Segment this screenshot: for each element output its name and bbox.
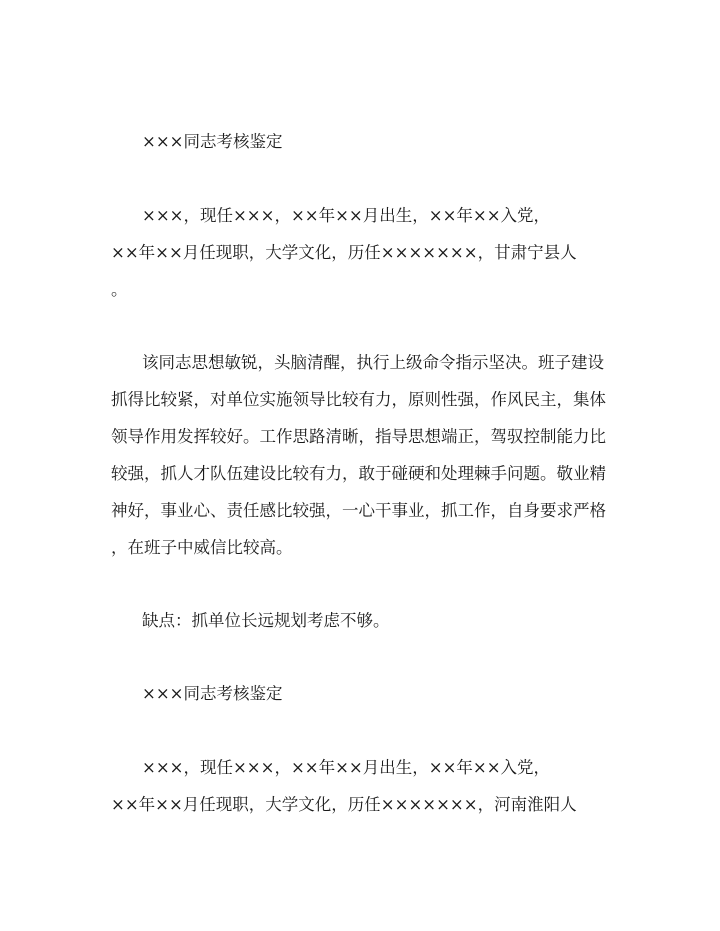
paragraph-line: ×××，现任×××，××年××月出生，××年××入党， <box>142 206 551 225</box>
paragraph-line: 神好，事业心、责任感比较强，一心干事业，抓工作，自身要求严格 <box>111 501 606 520</box>
paragraph-line: 领导作用发挥较好。工作思路清晰，指导思想端正，驾驭控制能力比 <box>111 427 606 446</box>
paragraph-line: ×××，现任×××，××年××月出生，××年××入党， <box>142 758 551 777</box>
paragraph-line: 抓得比较紧，对单位实施领导比较有力，原则性强，作风民主，集体 <box>111 390 606 409</box>
paragraph-line: 缺点：抓单位长远规划考虑不够。 <box>142 611 390 630</box>
paragraph-line: 该同志思想敏锐，头脑清醒，执行上级命令指示坚决。班子建设 <box>142 353 604 372</box>
section-title: ×××同志考核鉴定 <box>142 684 283 703</box>
paragraph-line: 。 <box>111 280 128 299</box>
paragraph-line: 较强，抓人才队伍建设比较有力，敢于碰硬和处理棘手问题。敬业精 <box>111 464 606 483</box>
paragraph-line: ××年××月任现职，大学文化，历任×××××××，甘肃宁县人 <box>111 243 577 262</box>
paragraph-line: ，在班子中威信比较高。 <box>111 538 293 557</box>
section-title: ×××同志考核鉴定 <box>142 132 283 151</box>
paragraph-line: ××年××月任现职，大学文化，历任×××××××，河南淮阳人 <box>111 795 577 814</box>
